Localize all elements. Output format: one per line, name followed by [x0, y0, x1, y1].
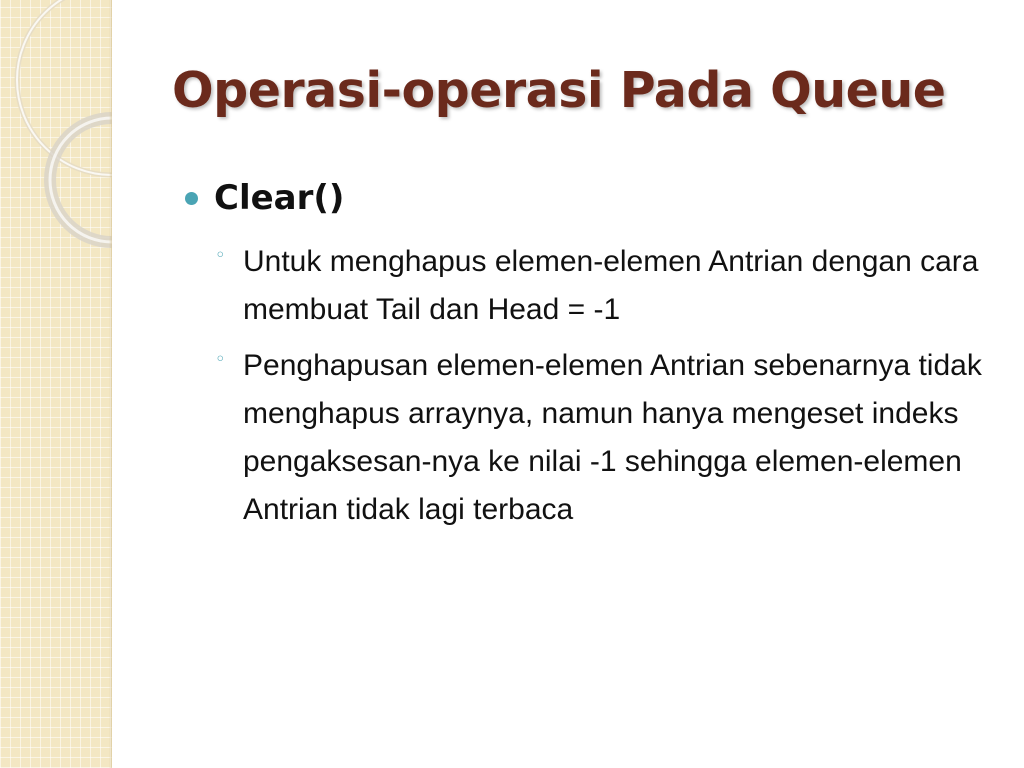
slide-content [185, 172, 985, 542]
decorative-circles [0, 0, 112, 260]
bullet-clear-label: Clear() [214, 178, 345, 218]
sub-bullet-list [215, 238, 985, 534]
slide-title: Operasi-operasi Pada Queue [172, 62, 946, 119]
sub-bullet-2 [215, 342, 985, 534]
ring-bullet-icon: ◦ [215, 349, 226, 370]
sub-bullet-1-text: Untuk menghapus elemen-elemen Antrian dengan cara membuat Tail dan Head = -1 [243, 245, 979, 326]
bullet-dot-icon [185, 192, 198, 205]
sub-bullet-1 [215, 238, 985, 334]
bullet-clear [185, 172, 985, 224]
ring-bullet-icon: ◦ [215, 245, 226, 266]
decorative-side-strip [0, 0, 112, 768]
sub-bullet-2-text: Penghapusan elemen-elemen Antrian sebenarnya tidak menghapus arraynya, namun hanya mengeset indeks pengaksesan-nya ke nilai -1 sehingga elemen-elemen Antrian tidak lagi terbaca [243, 349, 982, 526]
